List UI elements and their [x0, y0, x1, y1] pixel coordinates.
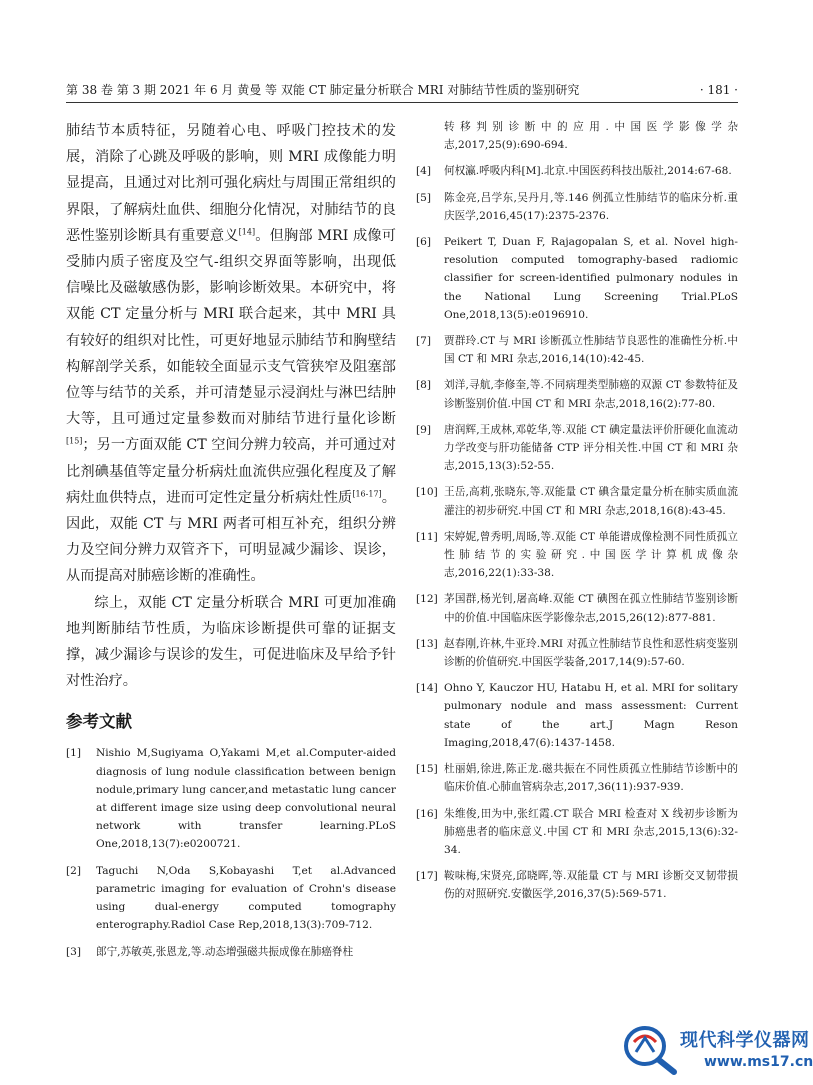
page-number: · 181 ·	[699, 83, 738, 97]
reference-text: Peikert T, Duan F, Rajagopalan S, et al. Novel high-resolution computed tomography-based radiomic classifier for screen-identified pulmonary nodules in the National Lung Screening Trial.PLoS One,2018,13(5):e0196910.	[444, 236, 738, 321]
reference-text: Taguchi N,Oda S,Kobayashi T,et al.Advanced parametric imaging for evaluation of Crohn's disease using dual-energy computed tomography enterography.Radiol Case Rep,2018,13(3):709-712.	[96, 864, 396, 932]
citation: [15]	[66, 436, 83, 446]
reference-text: 王岳,高莉,张晓东,等.双能量 CT 碘含量定量分析在肺实质血流灌注的初步研究.中国 CT 和 MRI 杂志,2018,16(8):43-45.	[444, 486, 738, 517]
reference-item	[416, 162, 738, 180]
magnifier-logo-icon	[620, 1022, 678, 1074]
reference-number: [10]	[416, 486, 438, 499]
references-heading: 参考文献	[66, 712, 132, 732]
reference-number: [15]	[416, 763, 438, 776]
reference-item	[416, 528, 738, 583]
reference-text: 茅国群,杨光钊,屠高峰.双能 CT 碘图在孤立性肺结节鉴别诊断中的价值.中国临床医学影像杂志,2015,26(12):877-881.	[444, 593, 738, 624]
reference-text: 唐润辉,王成林,邓乾华,等.双能 CT 碘定量法评价肝硬化血流动力学改变与肝功能储备 CTP 评分相关性.中国 CT 和 MRI 杂志,2015,13(3):52-55.	[444, 423, 738, 473]
left-column	[66, 118, 396, 969]
watermark-name: 现代科学仪器网	[680, 1030, 810, 1051]
reference-number: [14]	[416, 682, 438, 695]
running-header	[66, 80, 738, 103]
reference-item	[66, 943, 396, 961]
reference-number: [13]	[416, 637, 438, 650]
reference-text: 陈金亮,吕学东,吴丹月,等.146 例孤立性肺结节的临床分析.重庆医学,2016,45(17):2375-2376.	[444, 191, 738, 222]
reference-item	[416, 867, 738, 903]
right-column	[416, 118, 738, 912]
reference-number: [16]	[416, 807, 438, 820]
body-text	[66, 118, 396, 694]
reference-number: [7]	[416, 335, 432, 348]
watermark-url: www.ms17.cn	[704, 1054, 813, 1070]
reference-item	[416, 760, 738, 796]
reference-number: [4]	[416, 165, 432, 178]
reference-text: 何权瀛.呼吸内科[M].北京.中国医药科技出版社,2014:67-68.	[444, 165, 732, 178]
reference-text: Ohno Y, Kauczor HU, Hatabu H, et al. MRI for solitary pulmonary nodule and mass assessment: Current state of the art.J Magn Reson Imaging,2018,47(6):1437-1458.	[444, 682, 738, 749]
reference-number: [5]	[416, 191, 432, 204]
reference-number: [2]	[66, 864, 82, 877]
reference-item	[416, 483, 738, 519]
reference-item	[416, 805, 738, 860]
citation: [16-17]	[352, 489, 382, 499]
reference-number: [6]	[416, 236, 432, 249]
reference-item	[416, 679, 738, 752]
reference-text: 刘洋,寻航,李修奎,等.不同病理类型肺癌的双源 CT 参数特征及诊断鉴别价值.中国 CT 和 MRI 杂志,2018,16(2):77-80.	[444, 379, 738, 410]
reference-number: [3]	[66, 945, 82, 958]
citation: [14]	[238, 227, 256, 237]
conclusion-paragraph: 综上，双能 CT 定量分析联合 MRI 可更加准确地判断肺结节性质，为临床诊断提供可靠的证据支撑，减少漏诊与误诊的发生，可促进临床及早给予针对性治疗。	[66, 594, 396, 690]
reference-item	[416, 635, 738, 671]
reference-item	[416, 421, 738, 476]
reference-item	[416, 189, 738, 225]
reference-number: [11]	[416, 530, 438, 543]
journal-header-text: 第 38 卷 第 3 期 2021 年 6 月 黄曼 等 双能 CT 肺定量分析联合 MRI 对肺结节性质的鉴别研究	[66, 83, 580, 97]
reference-item	[416, 233, 738, 324]
reference-item	[416, 376, 738, 412]
reference-item	[66, 862, 396, 935]
reference-text: 杜丽娟,徐进,陈正龙.磁共振在不同性质孤立性肺结节诊断中的临床价值.心肺血管病杂志,2017,36(11):937-939.	[444, 763, 738, 794]
reference-number: [17]	[416, 870, 438, 883]
reference-list-left	[66, 744, 396, 960]
reference-number: [9]	[416, 423, 432, 436]
reference-text: 郎宁,苏敏英,张恩龙,等.动态增强磁共振成像在肺癌脊柱	[96, 945, 354, 958]
reference-text: 鞍味梅,宋贤亮,邱晓晖,等.双能量 CT 与 MRI 诊断交叉韧带损伤的对照研究.安徽医学,2016,37(5):569-571.	[444, 870, 738, 901]
reference-text: Nishio M,Sugiyama O,Yakami M,et al.Computer-aided diagnosis of lung nodule classification between benign nodule,primary lung cancer,and metastatic lung cancer at different image size using deep convolutional neural network with transfer learning.PLoS One,2018,13(7):e0200721.	[96, 747, 396, 851]
reference-list-right	[416, 162, 738, 903]
reference-continuation: 转移判别诊断中的应用.中国医学影像学杂志,2017,25(9):690-694.	[444, 121, 738, 152]
reference-number: [12]	[416, 593, 438, 606]
reference-text: 贾群玲.CT 与 MRI 诊断孤立性肺结节良恶性的准确性分析.中国 CT 和 MRI 杂志,2016,14(10):42-45.	[444, 335, 738, 366]
reference-text: 宋婷妮,曾秀明,周旸,等.双能 CT 单能谱成像检测不同性质孤立性肺结节的实验研究.中国医学计算机成像杂志,2016,22(1):33-38.	[444, 530, 738, 580]
reference-text: 赵春刚,许林,牛亚玲.MRI 对孤立性肺结节良性和恶性病变鉴别诊断的价值研究.中国医学装备,2017,14(9):57-60.	[444, 637, 738, 669]
reference-text: 朱维俊,田为中,张红霞.CT 联合 MRI 检查对 X 线初步诊断为肺癌患者的临床意义.中国 CT 和 MRI 杂志,2015,13(6):32-34.	[444, 807, 738, 856]
reference-item	[416, 590, 738, 626]
reference-item	[416, 332, 738, 368]
reference-number: [8]	[416, 379, 432, 392]
reference-number: [1]	[66, 747, 82, 760]
discussion-paragraph: 肺结节本质特征，另随着心电、呼吸门控技术的发展，消除了心跳及呼吸的影响，则 MRI 成像能力明显提高，且通过对比剂可强化病灶与周围正常组织的界限，了解病灶血供、细胞分化情况，对肺结节的良恶性鉴别诊断具有重要意义[14]。但胸部 MRI 成像可受肺内质子密度及空气-组织交界面等影响，出现低信噪比及磁敏感伪影，影响诊断效果。本研究中，将双能 CT 定量分析与 MRI 联合起来，其中 MRI 具有较好的组织对比性，可更好地显示肺结节和胸壁结构解剖学关系，如能较全面显示支气管狭窄及阻塞部位等与结节的关系，并可清楚显示浸润灶与淋巴结肿大等，且可通过定量参数而对肺结节进行量化诊断[15]；另一方面双能 CT 空间分辨力较高，并可通过对比剂碘基值等定量分析病灶血流供应强化程度及了解病灶血供特点，进而可定性定量分析病灶性质[16-17]。因此，双能 CT 与 MRI 两者可相互补充，组织分辨力及空间分辨力双管齐下，可明显减少漏诊、误诊，从而提高对肺癌诊断的准确性。	[66, 123, 396, 585]
site-watermark	[620, 1020, 813, 1078]
reference-item	[66, 744, 396, 853]
